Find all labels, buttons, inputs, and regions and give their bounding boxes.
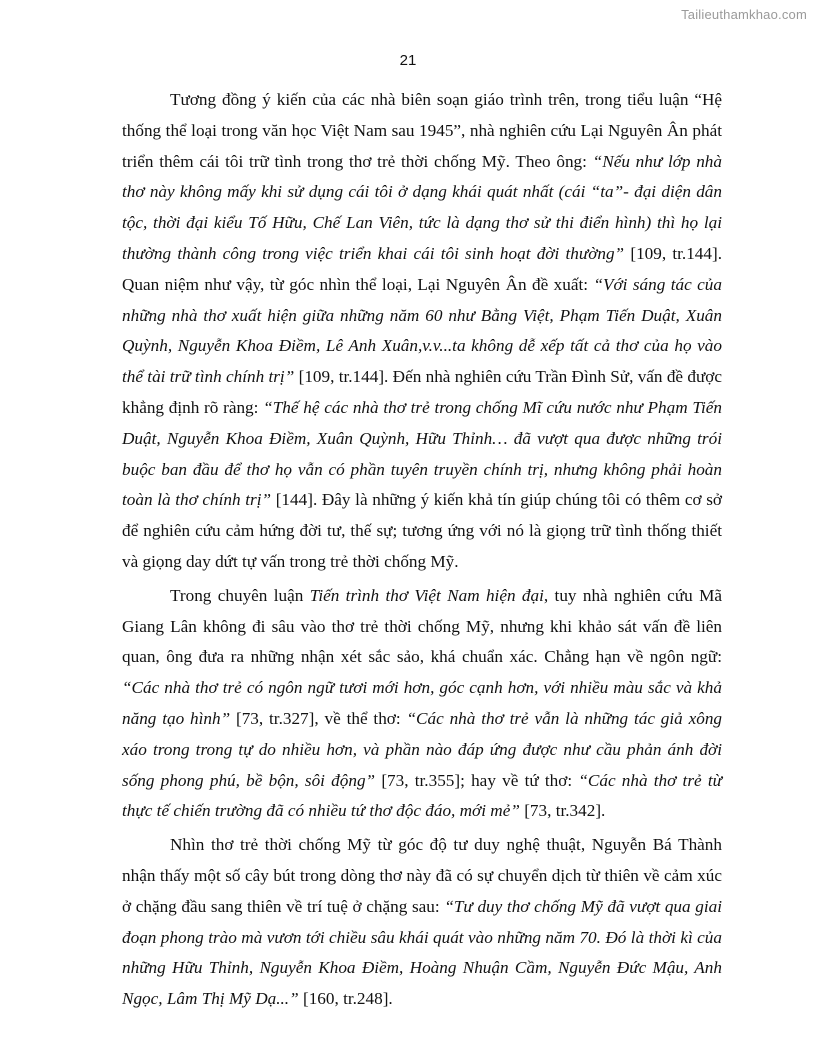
text-run: [73, tr.327], về thể thơ: bbox=[230, 708, 407, 728]
text-run: Nhìn thơ trẻ thời chống Mỹ từ góc độ tư duy nghệ thuật, Nguyễn Bá Thành nhận thấy một số cây bút trong dòng thơ này đã có sự chuyển dịch từ thiên về cảm xúc ở chặng đầu sang thiên về trí tuệ ở chặng sau: bbox=[122, 835, 722, 916]
paragraph-2 bbox=[122, 581, 722, 827]
quote-run: “Các nhà thơ trẻ từ thực tế chiến trường đã có nhiều tứ thơ độc đáo, mới mẻ” bbox=[122, 770, 723, 821]
quote-run: “Các nhà thơ trẻ vẫn là những tác giả xông xáo trong trong tự do nhiều hơn, và phần nào đáp ứng được như cầu phản ánh đời sống phong phú, bề bộn, sôi động” bbox=[122, 708, 723, 790]
book-title: Tiến trình thơ Việt Nam hiện đại bbox=[309, 585, 544, 605]
quote-run: “Nếu như lớp nhà thơ này không mấy khi sử dụng cái tôi ở dạng khái quát nhất (cái “ta”- đại diện dân tộc, thời đại kiểu Tố Hữu, Chế Lan Viên, tức là dạng thơ sử thi điển hình) thì họ lại thường thành công trong việc triển khai cái tôi sinh hoạt đời thường” bbox=[122, 151, 722, 263]
paragraph-3 bbox=[122, 830, 722, 1015]
quote-run: “Các nhà thơ trẻ có ngôn ngữ tươi mới hơn, góc cạnh hơn, với nhiều màu sắc và khả năng tạo hình” bbox=[122, 678, 722, 728]
quote-run: “Thế hệ các nhà thơ trẻ trong chống Mĩ cứu nước như Phạm Tiến Duật, Nguyễn Khoa Điềm, Xuân Quỳnh, Hữu Thỉnh… đã vượt qua được những trói buộc ban đầu để thơ họ vẫn có phần tuyên truyền chính trị, nhưng không phải hoàn toàn là thơ chính trị” bbox=[122, 397, 722, 510]
text-run: [73, tr.342]. bbox=[519, 801, 606, 821]
text-run: , tuy nhà nghiên cứu Mã Giang Lân không đi sâu vào thơ trẻ thời chống Mỹ, nhưng khi khảo sát vấn đề liên quan, ông đưa ra những nhận xét sắc sảo, khá chuẩn xác. Chẳng hạn về ngôn ngữ: bbox=[122, 585, 722, 667]
text-run: [160, tr.248]. bbox=[298, 989, 393, 1009]
text-run: [109, tr.144]. Quan niệm như vậy, từ góc nhìn thể loại, Lại Nguyên Ân đề xuất: bbox=[122, 243, 723, 294]
watermark: Tailieuthamkhao.com bbox=[681, 7, 807, 22]
document-body bbox=[122, 85, 722, 1018]
paragraph-1 bbox=[122, 85, 722, 578]
text-run: [73, tr.355]; hay về tứ thơ: bbox=[375, 770, 579, 790]
text-run: [109, tr.144]. Đến nhà nghiên cứu Trần Đình Sử, vấn đề được khẳng định rõ ràng: bbox=[122, 367, 723, 417]
quote-run: “Tư duy thơ chống Mỹ đã vượt qua giai đoạn phong trào mà vươn tới chiều sâu khái quát vào những năm 70. Đó là thời kì của những Hữu Thỉnh, Nguyễn Khoa Điềm, Hoàng Nhuận Cầm, Nguyễn Đức Mậu, Anh Ngọc, Lâm Thị Mỹ Dạ...” bbox=[122, 896, 722, 1009]
page-number: 21 bbox=[399, 52, 417, 69]
text-run: Tương đồng ý kiến của các nhà biên soạn giáo trình trên, trong tiểu luận “Hệ thống thể loại trong văn học Việt Nam sau 1945”, nhà nghiên cứu Lại Nguyên Ân phát triển thêm cái tôi trữ tình trong thơ trẻ thời chống Mỹ. Theo ông: bbox=[122, 90, 722, 171]
text-run: Trong chuyên luận bbox=[170, 585, 310, 605]
text-run: [144]. Đây là những ý kiến khả tín giúp chúng tôi có thêm cơ sở để nghiên cứu cảm hứng đời tư, thế sự; tương ứng với nó là giọng trữ tình thống thiết và giọng day dứt tự vấn trong trẻ thời chống Mỹ. bbox=[122, 490, 722, 571]
quote-run: “Với sáng tác của những nhà thơ xuất hiện giữa những năm 60 như Bằng Việt, Phạm Tiến Duật, Xuân Quỳnh, Nguyễn Khoa Điềm, Lê Anh Xuân,v.v...ta không dễ xếp tất cả thơ của họ vào thể tài trữ tình chính trị” bbox=[122, 274, 722, 387]
